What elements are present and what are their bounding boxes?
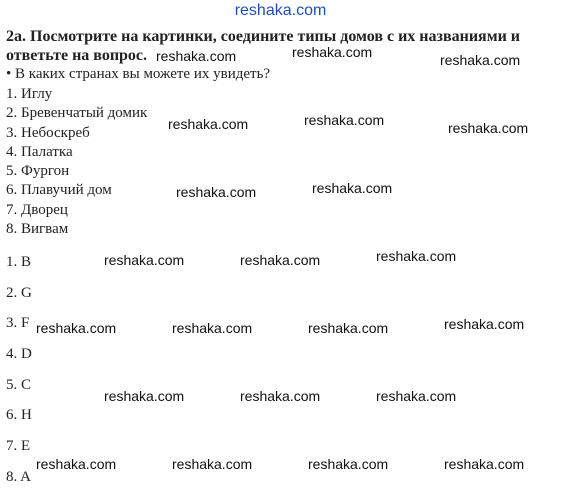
- watermark: reshaka.com: [36, 456, 117, 472]
- list-item: 1. Иглу: [6, 86, 53, 102]
- watermark: reshaka.com: [36, 320, 117, 336]
- watermark: reshaka.com: [376, 388, 457, 404]
- watermark: reshaka.com: [176, 184, 257, 200]
- list-item: 2. Бревенчатый домик: [6, 105, 148, 122]
- watermark: reshaka.com: [444, 456, 525, 472]
- task-question: • В каких странах вы можете их увидеть?: [6, 66, 271, 82]
- watermark: reshaka.com: [444, 316, 525, 332]
- watermark: reshaka.com: [240, 252, 321, 268]
- watermark: reshaka.com: [308, 456, 389, 472]
- site-header-link[interactable]: reshaka.com: [234, 2, 327, 19]
- list-item: 6. Плавучий дом: [6, 182, 112, 199]
- watermark: reshaka.com: [312, 180, 393, 196]
- answers-list: [6, 253, 32, 499]
- answer-item: 2. G: [6, 284, 32, 301]
- answer-item: 1. B: [6, 254, 32, 270]
- list-item: 5. Фургон: [6, 163, 70, 180]
- list-item: 8. Вигвам: [6, 221, 69, 238]
- watermark: reshaka.com: [156, 48, 237, 64]
- answer-item: 3. F: [6, 315, 30, 332]
- answer-item: 8. A: [6, 468, 32, 485]
- watermark: reshaka.com: [440, 52, 521, 68]
- watermark: reshaka.com: [304, 112, 385, 128]
- task-title: 2a. Посмотрите на картинки, соедините типы домов с их названиями и ответьте на вопрос.: [6, 28, 521, 64]
- watermark: reshaka.com: [240, 388, 321, 404]
- watermark: reshaka.com: [104, 252, 185, 268]
- answer-item: 4. D: [6, 346, 32, 363]
- watermark: reshaka.com: [168, 116, 249, 132]
- watermark: reshaka.com: [104, 388, 185, 404]
- watermark: reshaka.com: [172, 456, 253, 472]
- house-types-list: [6, 85, 147, 239]
- list-item: 3. Небоскреб: [6, 124, 90, 141]
- watermark: reshaka.com: [308, 320, 389, 336]
- watermark: reshaka.com: [448, 120, 529, 136]
- watermark: reshaka.com: [292, 44, 373, 60]
- list-item: 4. Палатка: [6, 143, 73, 160]
- answer-item: 5. C: [6, 376, 32, 393]
- watermark: reshaka.com: [376, 248, 457, 264]
- watermark: reshaka.com: [172, 320, 253, 336]
- answer-item: 6. H: [6, 407, 32, 424]
- list-item: 7. Дворец: [6, 201, 68, 218]
- answer-item: 7. E: [6, 438, 31, 455]
